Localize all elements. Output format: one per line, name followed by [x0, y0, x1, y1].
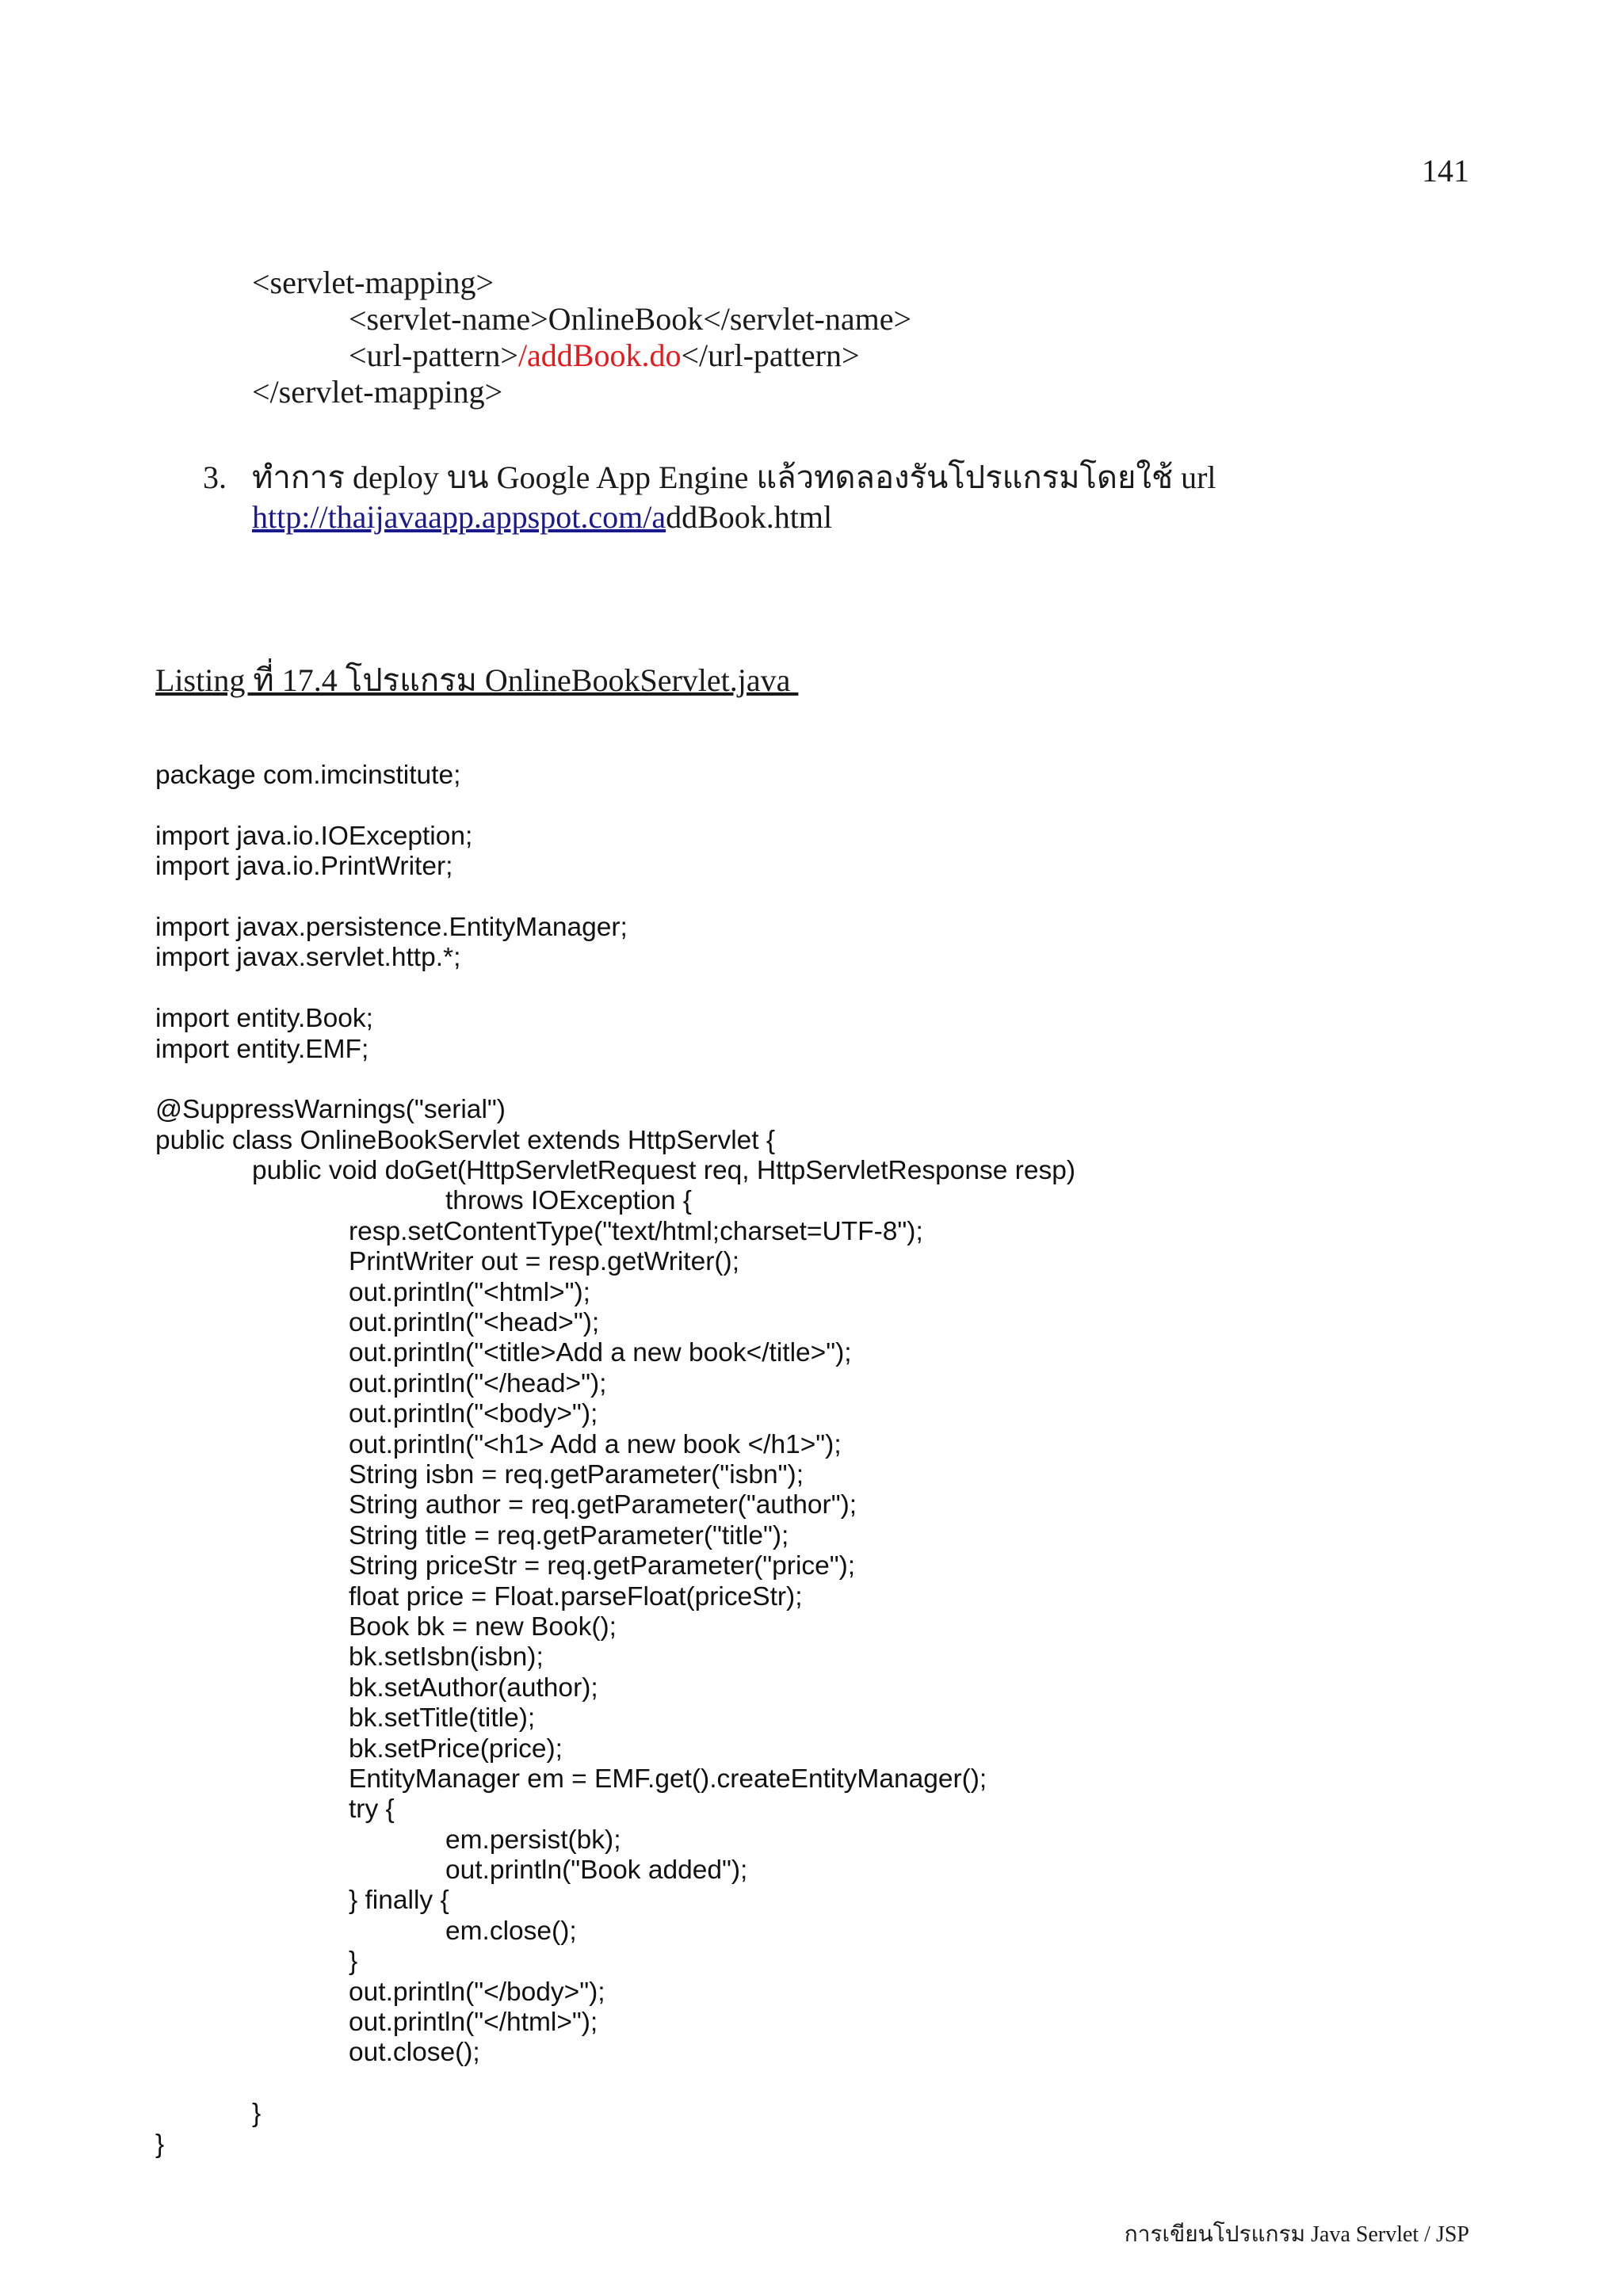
code-blank-line [155, 791, 1075, 821]
code-line: } [155, 2129, 165, 2159]
code-line: import java.io.PrintWriter; [155, 852, 453, 882]
code-line: out.println("</body>"); [349, 1977, 605, 2007]
xml-tag-open: <url-pattern> [349, 338, 518, 373]
code-line: out.println("<title>Add a new book</title>"); [349, 1338, 852, 1368]
code-line: out.println("<html>"); [349, 1277, 590, 1307]
code-line: bk.setAuthor(author); [349, 1672, 598, 1703]
code-line: String author = req.getParameter("author"); [349, 1490, 857, 1520]
xml-line: <servlet-name>OnlineBook</servlet-name> [349, 301, 912, 337]
code-blank-line [155, 883, 1075, 913]
code-line: out.println("<head>"); [349, 1308, 600, 1338]
code-line: Book bk = new Book(); [349, 1611, 617, 1642]
code-line: resp.setContentType("text/html;charset=UTF-8"); [349, 1216, 923, 1246]
code-line: bk.setIsbn(isbn); [349, 1642, 544, 1672]
app-url-link[interactable]: http://thaijavaapp.appspot.com/a [252, 499, 666, 535]
code-line: } [349, 1947, 358, 1977]
url-pattern-value: /addBook.do [517, 338, 682, 373]
code-line: String title = req.getParameter("title"); [349, 1520, 789, 1550]
xml-line: <servlet-mapping> [252, 265, 495, 300]
xml-tag-close: </url-pattern> [681, 338, 860, 373]
code-blank-line [155, 974, 1075, 1004]
code-line: try { [349, 1794, 395, 1825]
code-line: bk.setTitle(title); [349, 1703, 536, 1733]
code-line: throws IOException { [445, 1186, 692, 1216]
code-line: bk.setPrice(price); [349, 1733, 563, 1764]
step-url [252, 498, 832, 537]
code-line: public void doGet(HttpServletRequest req, HttpServletResponse resp) [252, 1156, 1076, 1186]
code-line: out.println("</head>"); [349, 1368, 607, 1398]
code-line: em.close(); [445, 1916, 577, 1946]
code-blank-line [155, 1065, 1075, 1095]
code-line: em.persist(bk); [445, 1825, 621, 1855]
code-line: } [252, 2099, 262, 2129]
page-footer: การเขียนโปรแกรม Java Servlet / JSP [1124, 2222, 1469, 2247]
xml-line [252, 338, 911, 374]
page-number: 141 [1422, 153, 1469, 189]
code-line: import entity.Book; [155, 1004, 373, 1034]
app-url-rest: ddBook.html [666, 499, 833, 535]
code-line: out.println("<body>"); [349, 1399, 598, 1429]
code-line: out.close(); [349, 2038, 480, 2068]
step-number: 3. [203, 460, 227, 495]
step-text: ทำการ deploy บน Google App Engine แล้วทดลองรันโปรแกรมโดยใช้ url [252, 460, 1216, 495]
code-listing [155, 761, 1075, 2160]
code-line: String priceStr = req.getParameter("price"); [349, 1551, 856, 1581]
code-line: import entity.EMF; [155, 1034, 369, 1064]
xml-line: </servlet-mapping> [252, 374, 503, 410]
servlet-mapping-xml [252, 265, 911, 410]
code-line: import javax.persistence.EntityManager; [155, 912, 628, 942]
code-line: import java.io.IOException; [155, 821, 473, 851]
code-line: float price = Float.parseFloat(priceStr); [349, 1581, 803, 1611]
code-line: @SuppressWarnings("serial") [155, 1095, 506, 1125]
code-line: PrintWriter out = resp.getWriter(); [349, 1247, 740, 1277]
code-line: } finally { [349, 1886, 449, 1916]
code-line: out.println("</html>"); [349, 2008, 598, 2038]
code-line: import javax.servlet.http.*; [155, 943, 461, 973]
code-line: public class OnlineBookServlet extends HttpServlet { [155, 1125, 776, 1155]
listing-title: Listing ที่ 17.4 โปรแกรม OnlineBookServlet.java [155, 662, 799, 698]
code-line: out.println("<h1> Add a new book </h1>"); [349, 1429, 842, 1459]
code-blank-line [155, 2069, 1075, 2099]
code-line: package com.imcinstitute; [155, 761, 461, 790]
code-line: EntityManager em = EMF.get().createEntityManager(); [349, 1764, 987, 1794]
code-line: String isbn = req.getParameter("isbn"); [349, 1459, 804, 1489]
code-line: out.println("Book added"); [445, 1855, 748, 1886]
